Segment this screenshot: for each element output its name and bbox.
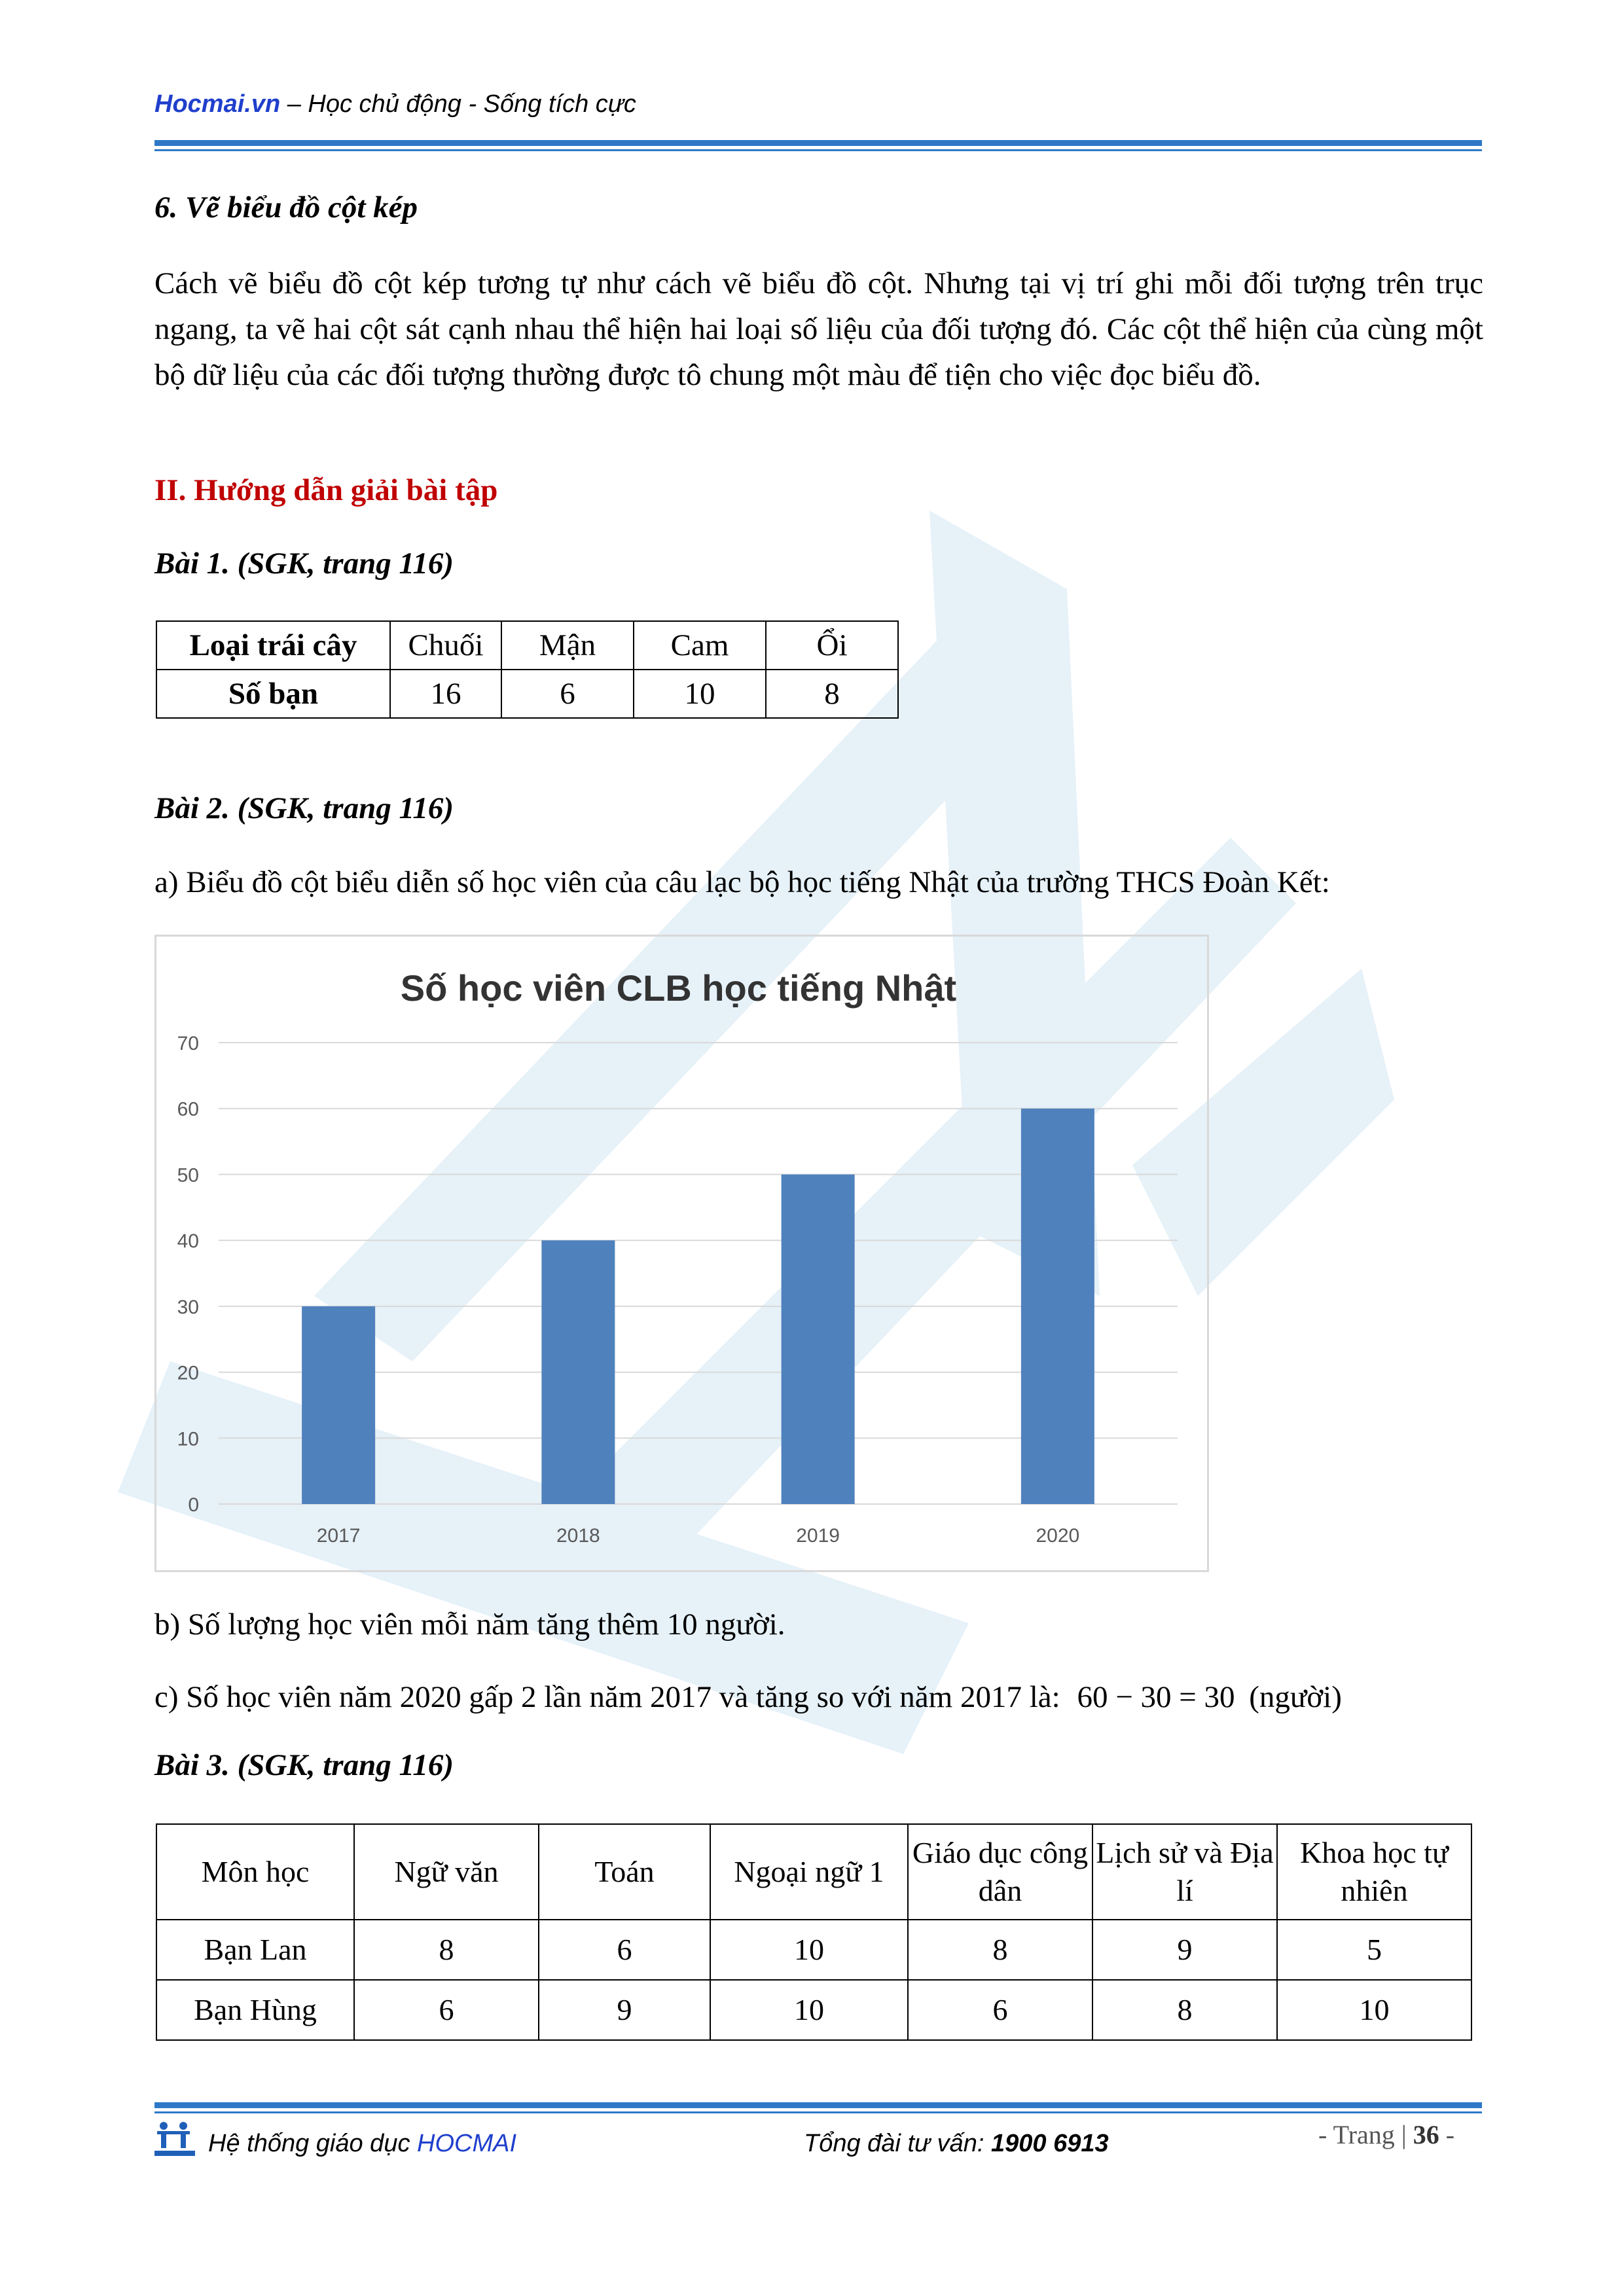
hotline-number[interactable]: 1900 6913 [991,2130,1109,2157]
table-cell: 6 [539,1920,710,1980]
bai2-part-a: a) Biểu đồ cột biểu diễn số học viên của câu lạc bộ học tiếng Nhật của trường THCS Đoàn Kết: [154,865,1330,899]
table-row [156,670,898,718]
bai2-heading: Bài 2. (SGK, trang 116) [154,791,454,825]
header-tagline: – Học chủ động - Sống tích cực [280,90,636,118]
x-tick-label: 2017 [316,1525,361,1547]
table-header-cell: Giáo dục công dân [908,1824,1092,1920]
page-number-value: 36 [1413,2120,1439,2149]
table-header-cell: Ngữ văn [354,1824,539,1920]
table-cell: 6 [908,1980,1092,2040]
grades-table [156,1823,1472,2041]
hotline-label: Tổng đài tư vấn: [804,2130,992,2157]
table-cell: 6 [354,1980,539,2040]
y-tick-label: 30 [177,1296,199,1318]
table-cell: 8 [1092,1980,1277,2040]
x-tick-label: 2020 [1036,1525,1080,1547]
section-II-heading: II. Hướng dẫn giải bài tập [154,473,498,507]
y-tick-label: 0 [188,1494,199,1516]
bai2-part-c [154,1674,1342,1720]
table-cell: 16 [390,670,501,718]
table-header-cell: Khoa học tự nhiên [1277,1824,1471,1920]
bar [302,1306,375,1504]
table-cell: Bạn Hùng [156,1980,354,2040]
chart-title: Số học viên CLB học tiếng Nhật [400,967,957,1009]
footer-org-brand[interactable]: HOCMAI [417,2130,517,2157]
table-header-cell: Toán [539,1824,710,1920]
bar-chart [156,937,1207,1570]
bar [782,1174,855,1504]
page-suffix: - [1439,2120,1455,2149]
footer-rule-thin [154,2111,1482,2113]
footer-hotline [804,2130,1109,2158]
page-number [1318,2119,1454,2150]
header-rule [154,140,1482,146]
table-cell: 10 [634,670,766,718]
table-cell: 8 [766,670,898,718]
table-row [156,621,898,670]
table-header-cell: Ngoại ngữ 1 [710,1824,908,1920]
page-header [154,90,636,118]
section-6-paragraph: Cách vẽ biểu đồ cột kép tương tự như cách vẽ biểu đồ cột. Nhưng tại vị trí ghi mỗi đối tượng trên trục ngang, ta vẽ hai cột sát cạnh nhau thể hiện hai loại số liệu của đối tượng đó. Các cột thể hiện của cùng một bộ dữ liệu của các đối tượng thường được tô chung một màu để tiện cho việc đọc biểu đồ. [154,266,1483,392]
section-6-heading: 6. Vẽ biểu đồ cột kép [154,190,418,224]
bar [541,1240,615,1504]
table-cell: 6 [501,670,634,718]
footer-org [208,2130,516,2158]
part-c-formula: 60 − 30 = 30 [1077,1680,1235,1714]
table-cell: Mận [501,621,634,670]
table-cell: Cam [634,621,766,670]
table-cell: 9 [539,1980,710,2040]
table-header-cell: Loại trái cây [156,621,390,670]
bai1-heading: Bài 1. (SGK, trang 116) [154,547,454,581]
y-tick-label: 20 [177,1362,199,1384]
footer-org-prefix: Hệ thống giáo dục [208,2130,418,2157]
table-cell: 10 [1277,1980,1471,2040]
bar-chart-frame [154,935,1209,1572]
table-cell: 8 [354,1920,539,1980]
table-cell: 9 [1092,1920,1277,1980]
table-cell: 10 [710,1920,908,1980]
table-cell: Chuối [390,621,501,670]
y-tick-label: 60 [177,1098,199,1121]
page-prefix: - Trang | [1318,2120,1413,2149]
hocmai-logo-icon [154,2119,195,2159]
table-cell: Bạn Lan [156,1920,354,1980]
bai2-part-b: b) Số lượng học viên mỗi năm tăng thêm 10 người. [154,1607,785,1641]
table-cell: 10 [710,1980,908,2040]
bar [1021,1109,1094,1504]
table-row [156,1980,1471,2040]
bai3-heading: Bài 3. (SGK, trang 116) [154,1748,454,1782]
footer-rule [154,2102,1482,2108]
y-tick-label: 70 [177,1033,199,1054]
y-tick-label: 50 [177,1164,199,1187]
part-c-unit: (người) [1249,1680,1342,1714]
x-tick-label: 2018 [556,1525,600,1547]
table-header-cell: Lịch sử và Địa lí [1092,1824,1277,1920]
table-header-cell: Số bạn [156,670,390,718]
part-c-text: c) Số học viên năm 2020 gấp 2 lần năm 2017 và tăng so với năm 2017 là: [154,1680,1060,1714]
y-tick-label: 40 [177,1230,199,1253]
table-row [156,1824,1471,1920]
table-cell: 8 [908,1920,1092,1980]
x-tick-label: 2019 [796,1525,840,1547]
fruit-table [156,620,899,719]
table-cell: Ổi [766,621,898,670]
table-cell: 5 [1277,1920,1471,1980]
table-header-cell: Môn học [156,1824,354,1920]
header-rule-thin [154,149,1482,151]
y-tick-label: 10 [177,1428,199,1450]
header-brand[interactable]: Hocmai.vn [154,90,281,118]
table-row [156,1920,1471,1980]
